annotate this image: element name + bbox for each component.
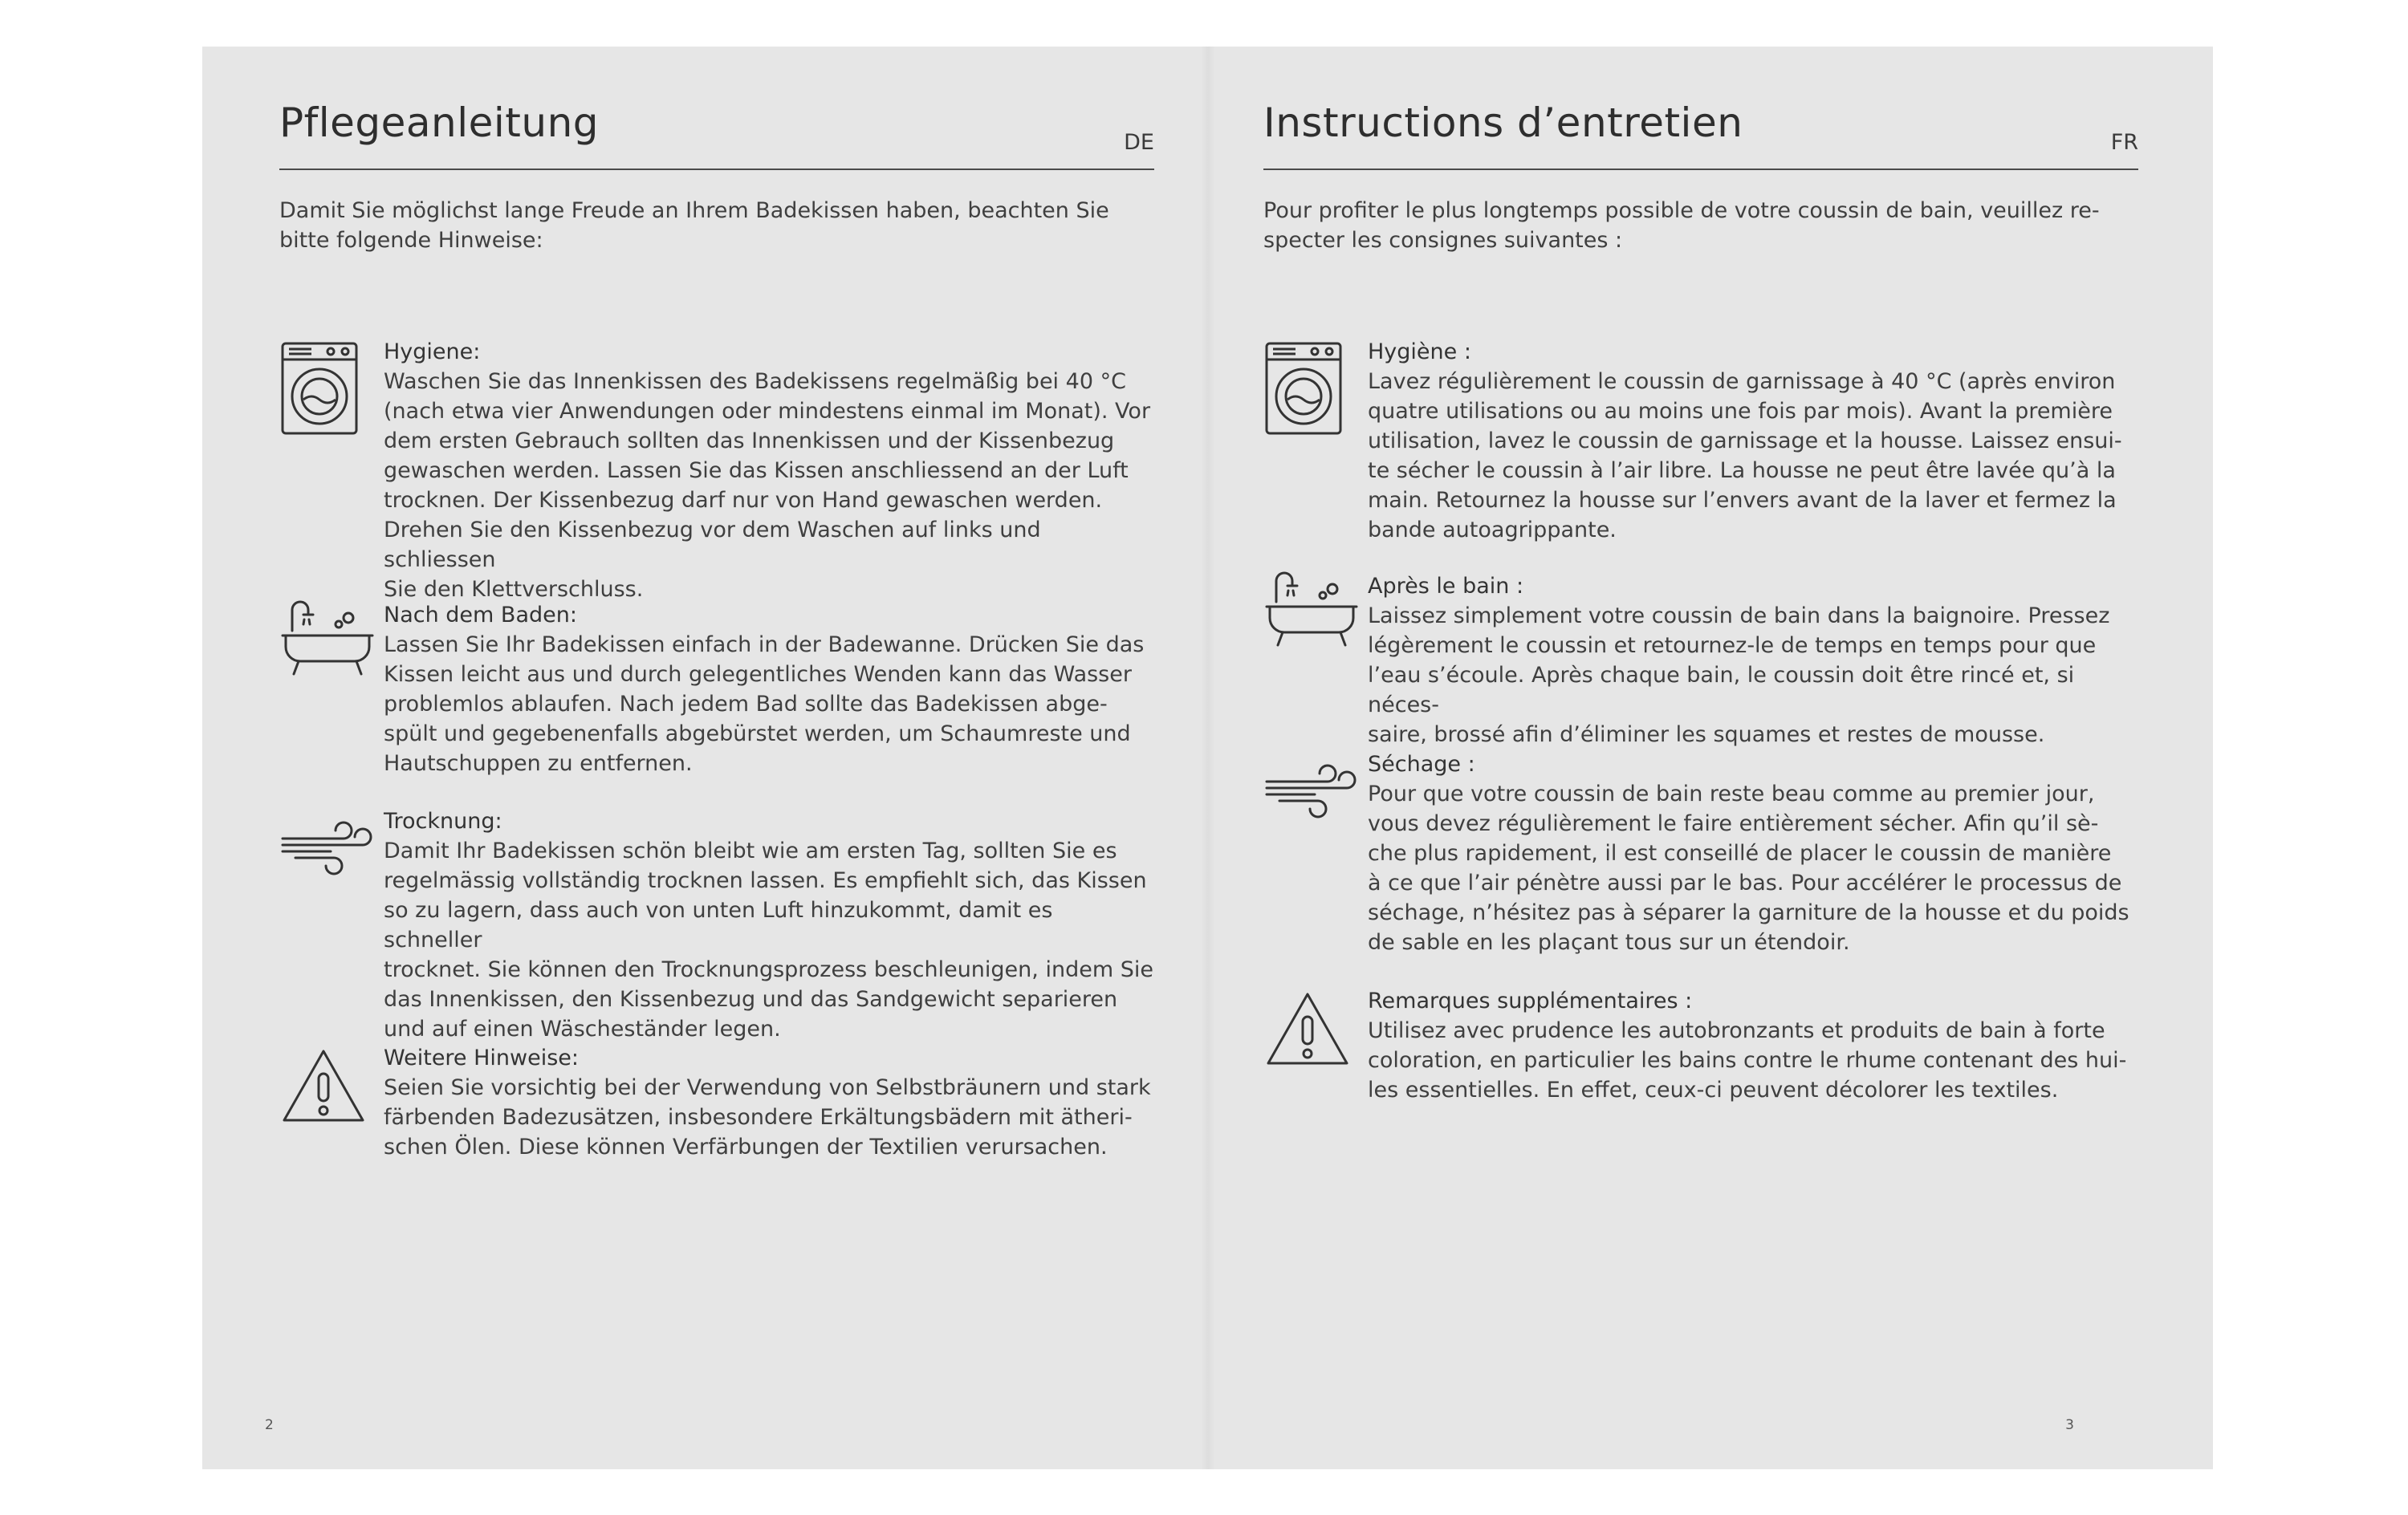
washing-machine-icon bbox=[1263, 337, 1347, 441]
page-number: 3 bbox=[2065, 1417, 2074, 1433]
language-code: FR bbox=[2110, 130, 2138, 155]
page-fr bbox=[1263, 47, 2138, 1469]
intro-text: Pour profiter le plus longtemps possible de votre coussin de bain, veuillez re- specter les consignes suivantes : bbox=[1263, 198, 2100, 253]
section-body: Waschen Sie das Innenkissen des Badekissens regelmäßig bei 40 °C (nach etwa vier Anwendungen oder mindestens einmal im Monat). Vor dem ersten Gebrauch sollten das Innenkissen und der Kissenbezug gewaschen werden. Lassen Sie das Kissen anschliessend an der Luft trocknen. Der Kissenbezug darf nur von Hand gewaschen werden. Drehen Sie den Kissenbezug vor dem Waschen auf links und schliessen Sie den Klettverschluss. bbox=[384, 369, 1151, 602]
bathtub-icon bbox=[1263, 571, 1347, 676]
title-rule bbox=[1263, 169, 2138, 170]
section-title: Hygiene: bbox=[384, 339, 481, 364]
section-body: Utilisez avec prudence les autobronzants et produits de bain à forte coloration, en particulier les bains contre le rhume contenant des hui- les essentielles. En effet, ceux-ci peuvent décolorer les textiles. bbox=[1368, 1018, 2127, 1103]
section-body: Lassen Sie Ihr Badekissen einfach in der Badewanne. Drücken Sie das Kissen leicht aus und durch gelegentliches Wenden kann das Wasser problemlos ablaufen. Nach jedem Bad sollte das Badekissen abge- spült und gegebenenfalls abgebürstet werden, um Schaumreste und Hautschuppen zu entfernen. bbox=[384, 632, 1145, 776]
section-title: Remarques supplémentaires : bbox=[1368, 989, 1693, 1013]
page-title: Instructions d’entretien bbox=[1263, 100, 1743, 146]
section-body: Lavez régulièrement le coussin de garnissage à 40 °C (après environ quatre utilisations ou au moins une fois par mois). Avant la première utilisation, lavez le coussin de garnissage et la housse. Laissez ensui- te sécher le coussin à l’air libre. La housse ne peut être lavée qu’à la main. Retournez la housse sur l’envers avant de la laver et fermez la bande autoagrippante. bbox=[1368, 369, 2122, 542]
warning-icon bbox=[279, 1043, 363, 1147]
booklet-spread bbox=[202, 47, 2213, 1469]
section-title: Trocknung: bbox=[384, 809, 502, 834]
page-title: Pflegeanleitung bbox=[279, 100, 600, 146]
section-body: Pour que votre coussin de bain reste beau comme au premier jour, vous devez régulièrement le faire entièrement sécher. Afin qu’il sè- che plus rapidement, il est conseillé de placer le coussin de manière à ce que l’air pénètre aussi par le bas. Pour accélérer le processus de séchage, n’hésitez pas à séparer la garniture de la housse et du poids de sable en les plaçant tous sur un étendoir. bbox=[1368, 782, 2129, 955]
page-number: 2 bbox=[265, 1417, 274, 1433]
wind-icon bbox=[1263, 749, 1347, 854]
section-title: Hygiène : bbox=[1368, 339, 1471, 364]
section-body: Seien Sie vorsichtig bei der Verwendung von Selbstbräunern und stark färbenden Badezusätzen, insbesondere Erkältungsbädern mit ätheri- schen Ölen. Diese können Verfärbungen der Textilien verursachen. bbox=[384, 1075, 1151, 1160]
title-rule bbox=[279, 169, 1154, 170]
section-title: Séchage : bbox=[1368, 752, 1475, 777]
section-body: Laissez simplement votre coussin de bain dans la baignoire. Pressez légèrement le coussin et retournez-le de temps en temps pour que l’eau s’écoule. Après chaque bain, le coussin doit être rincé et, si néces- saire, brossé afin d’éliminer les squames et restes de mousse. bbox=[1368, 603, 2110, 747]
bathtub-icon bbox=[279, 600, 363, 705]
page-fold bbox=[1201, 47, 1215, 1469]
section-title: Weitere Hinweise: bbox=[384, 1046, 580, 1070]
section-body: Damit Ihr Badekissen schön bleibt wie am ersten Tag, sollten Sie es regelmässig vollständig trocknen lassen. Es empfiehlt sich, das Kissen so zu lagern, dass auch von unten Luft hinzukommt, damit es schneller trocknet. Sie können den Trocknungsprozess beschleunigen, indem Sie das Innenkissen, den Kissenbezug und das Sandgewicht separieren und auf einen Wäscheständer legen. bbox=[384, 839, 1153, 1042]
section-title: Nach dem Baden: bbox=[384, 603, 577, 628]
language-code: DE bbox=[1124, 130, 1154, 155]
warning-icon bbox=[1263, 986, 1347, 1091]
washing-machine-icon bbox=[279, 337, 363, 441]
intro-text: Damit Sie möglichst lange Freude an Ihrem Badekissen haben, beachten Sie bitte folgende Hinweise: bbox=[279, 198, 1109, 253]
section-title: Après le bain : bbox=[1368, 574, 1524, 599]
wind-icon bbox=[279, 806, 363, 911]
page-de bbox=[265, 47, 1154, 1469]
